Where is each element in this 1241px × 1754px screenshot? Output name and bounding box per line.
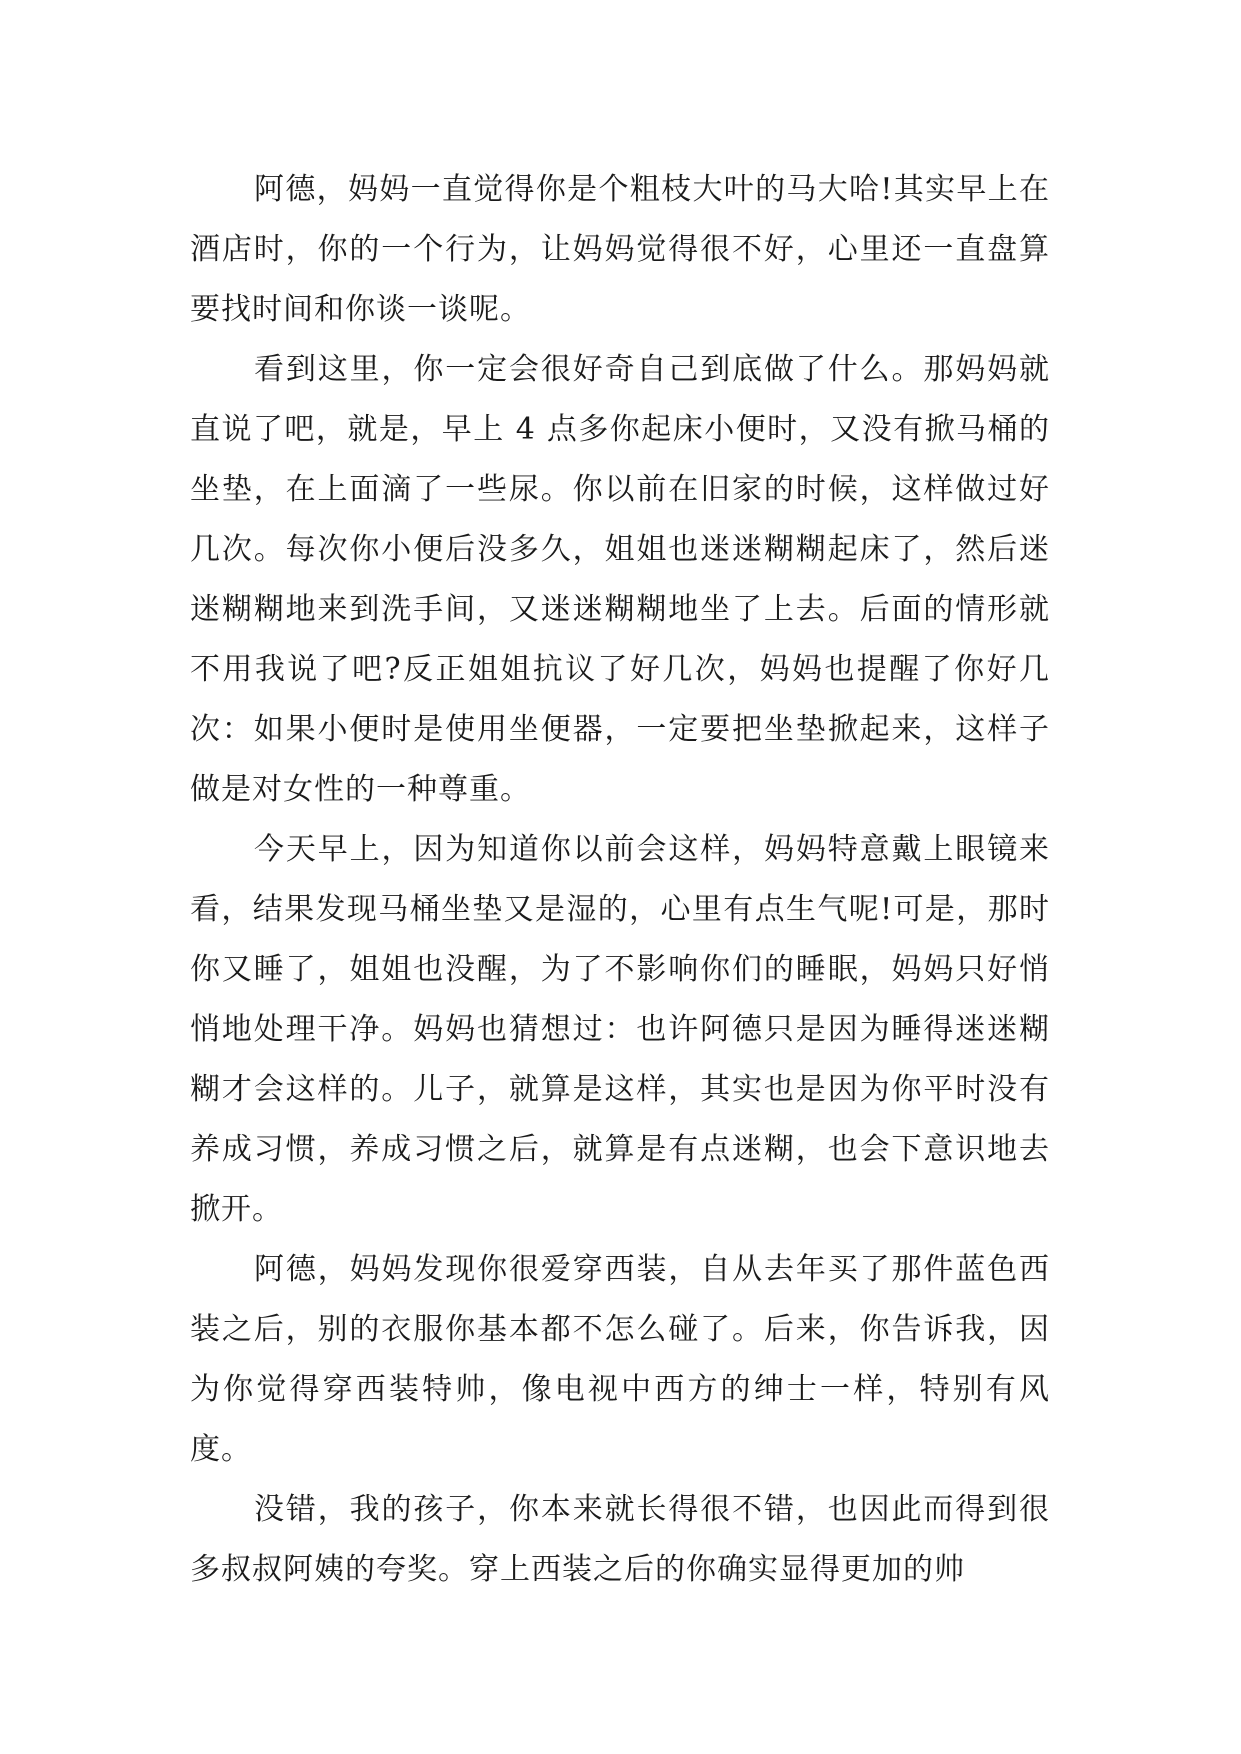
paragraph-4: 阿德，妈妈发现你很爱穿西装，自从去年买了那件蓝色西装之后，别的衣服你基本都不怎么碰了。后来，你告诉我，因为你觉得穿西装特帅，像电视中西方的绅士一样，特别有风度。 [190,1252,1050,1467]
paragraph-5: 没错，我的孩子，你本来就长得很不错，也因此而得到很多叔叔阿姨的夸奖。穿上西装之后的你确实显得更加的帅 [190,1492,1050,1587]
paragraph-3: 今天早上，因为知道你以前会这样，妈妈特意戴上眼镜来看，结果发现马桶坐垫又是湿的，心里有点生气呢!可是，那时你又睡了，姐姐也没醒，为了不影响你们的睡眠，妈妈只好悄悄地处理干净。妈妈也猜想过：也许阿德只是因为睡得迷迷糊糊才会这样的。儿子，就算是这样，其实也是因为你平时没有养成习惯，养成习惯之后，就算是有点迷糊，也会下意识地去掀开。 [190,832,1050,1227]
document-body [190,160,1050,1600]
paragraph-2: 看到这里，你一定会很好奇自己到底做了什么。那妈妈就直说了吧，就是，早上 4 点多你起床小便时，又没有掀马桶的坐垫，在上面滴了一些尿。你以前在旧家的时候，这样做过好几次。每次你小便后没多久，姐姐也迷迷糊糊起床了，然后迷迷糊糊地来到洗手间，又迷迷糊糊地坐了上去。后面的情形就不用我说了吧?反正姐姐抗议了好几次，妈妈也提醒了你好几次：如果小便时是使用坐便器，一定要把坐垫掀起来，这样子做是对女性的一种尊重。 [190,352,1050,807]
paragraph-1: 阿德，妈妈一直觉得你是个粗枝大叶的马大哈!其实早上在酒店时，你的一个行为，让妈妈觉得很不好，心里还一直盘算要找时间和你谈一谈呢。 [190,172,1050,327]
